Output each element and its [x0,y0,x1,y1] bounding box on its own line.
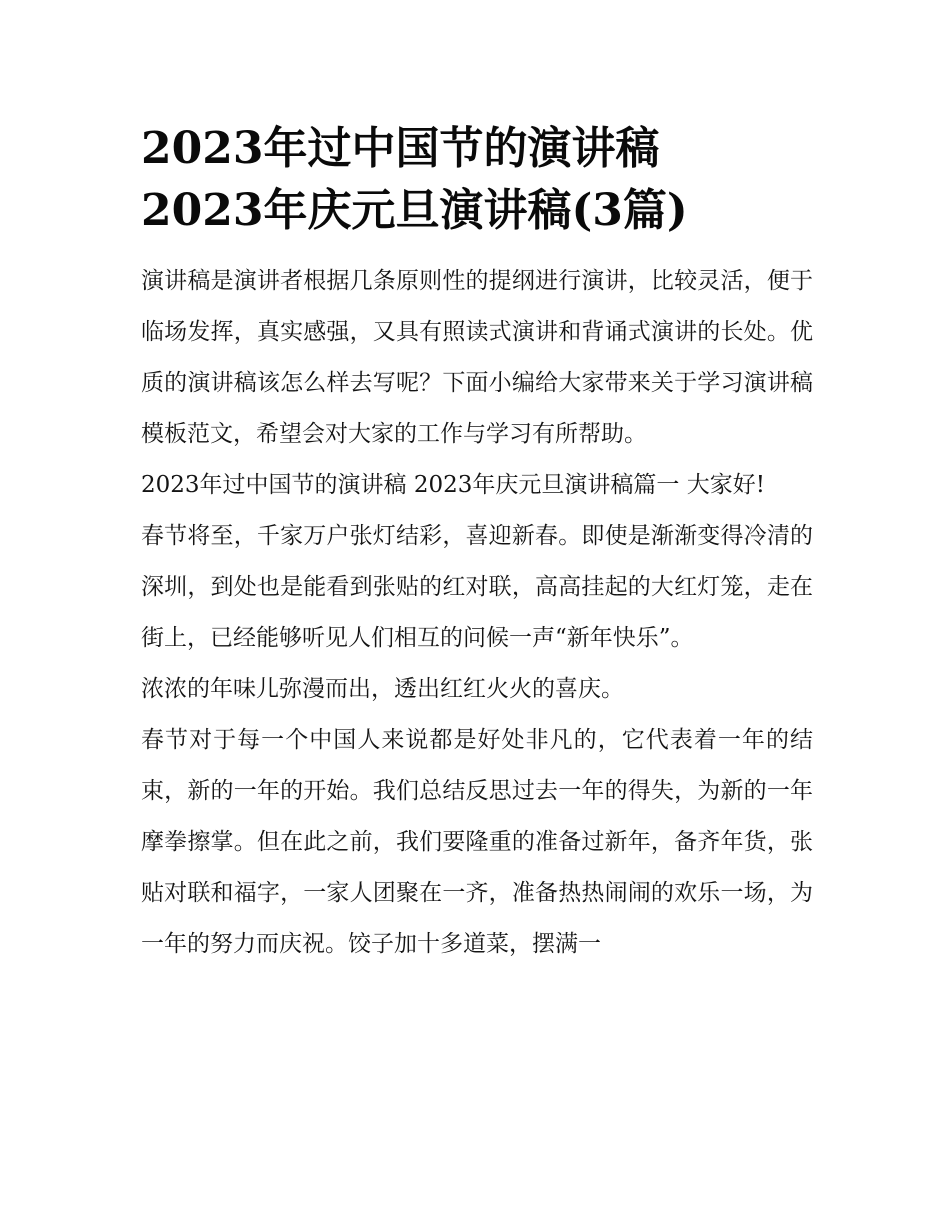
section-heading-paragraph: 2023年过中国节的演讲稿 2023年庆元旦演讲稿篇一 大家好! [141,472,765,498]
title-line-2: 2023年庆元旦演讲稿(3篇) [141,185,688,236]
document-title [141,118,821,242]
spring-festival-paragraph: 春节将至，千家万户张灯结彩，喜迎新春。即使是渐渐变得冷清的深圳，到处也是能看到张贴的红对联，高高挂起的大红灯笼，走在街上，已经能够听见人们相互的问候一声“新年快乐”。 [141,523,813,651]
meaning-paragraph: 春节对于每一个中国人来说都是好处非凡的，它代表着一年的结束，新的一年的开始。我们总结反思过去一年的得失，为新的一年摩拳擦掌。但在此之前，我们要隆重的准备过新年，备齐年货，张贴对联和福字，一家人团聚在一齐，准备热热闹闹的欢乐一场，为一年的努力而庆祝。饺子加十多道菜，摆满一 [141,727,813,957]
title-line-1: 2023年过中国节的演讲稿 [141,123,660,174]
document-page [141,118,821,970]
festive-atmosphere-paragraph: 浓浓的年味儿弥漫而出，透出红红火火的喜庆。 [141,676,624,702]
document-body [141,256,821,970]
intro-paragraph: 演讲稿是演讲者根据几条原则性的提纲进行演讲，比较灵活，便于临场发挥，真实感强，又具有照读式演讲和背诵式演讲的长处。优质的演讲稿该怎么样去写呢？下面小编给大家带来关于学习演讲稿模板范文，希望会对大家的工作与学习有所帮助。 [141,268,813,447]
